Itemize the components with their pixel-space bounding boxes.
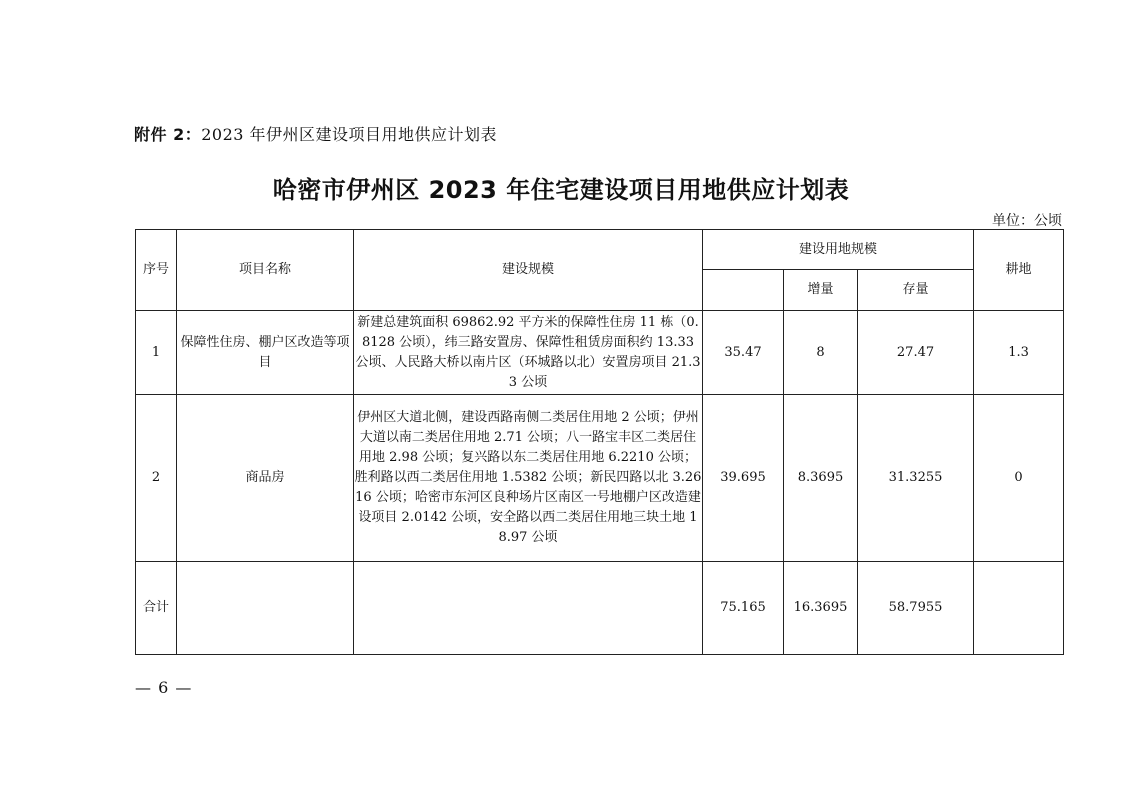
header-land-scale: 建设用地规模 [703, 230, 974, 270]
cell-farmland: 0 [974, 395, 1064, 562]
table-row [136, 395, 1064, 562]
header-increase: 增量 [784, 270, 858, 311]
cell-farmland: 1.3 [974, 311, 1064, 395]
cell-seq: 1 [136, 311, 177, 395]
cell-project-name: 保障性住房、棚户区改造等项目 [177, 311, 354, 395]
cell-increase: 16.3695 [784, 562, 858, 655]
cell-construction-scale [354, 562, 703, 655]
header-stock: 存量 [858, 270, 974, 311]
cell-project-name [177, 562, 354, 655]
attachment-lead: 附件 2： [134, 125, 202, 144]
page-number: — 6 — [135, 678, 193, 697]
cell-construction-scale: 伊州区大道北侧，建设西路南侧二类居住用地 2 公顷；伊州大道以南二类居住用地 2.71 公顷；八一路宝丰区二类居住用地 2.98 公顷；复兴路以东二类居住用地 6.2210 公顷；胜利路以西二类居住用地 1.5382 公顷；新民四路以北 3.2616 公顷；哈密市东河区良种场片区南区一号地棚户区改造建设项目 2.0142 公顷，安全路以西二类居住用地三块土地 18.97 公顷 [354, 395, 703, 562]
cell-increase: 8 [784, 311, 858, 395]
attachment-text: 2023 年伊州区建设项目用地供应计划表 [201, 125, 498, 144]
total-row [136, 562, 1064, 655]
cell-project-name: 商品房 [177, 395, 354, 562]
header-construction-scale: 建设规模 [354, 230, 703, 311]
cell-farmland [974, 562, 1064, 655]
table-row [136, 311, 1064, 395]
cell-increase: 8.3695 [784, 395, 858, 562]
cell-stock: 31.3255 [858, 395, 974, 562]
header-land-total [703, 270, 784, 311]
cell-land-total: 35.47 [703, 311, 784, 395]
land-supply-table [135, 229, 1064, 655]
cell-land-total: 75.165 [703, 562, 784, 655]
header-project-name: 项目名称 [177, 230, 354, 311]
header-row [136, 230, 1064, 270]
header-farmland: 耕地 [974, 230, 1064, 311]
header-seq: 序号 [136, 230, 177, 311]
cell-stock: 58.7955 [858, 562, 974, 655]
cell-total-label: 合计 [136, 562, 177, 655]
cell-land-total: 39.695 [703, 395, 784, 562]
cell-seq: 2 [136, 395, 177, 562]
document-title: 哈密市伊州区 2023 年住宅建设项目用地供应计划表 [272, 176, 850, 204]
cell-construction-scale: 新建总建筑面积 69862.92 平方米的保障性住房 11 栋（0.8128 公顷），纬三路安置房、保障性租赁房面积约 13.33 公顷、人民路大桥以南片区（环城路以北）安置房项目 21.33 公顷 [354, 311, 703, 395]
unit-label: 单位：公顷 [992, 213, 1062, 229]
attachment-heading [134, 122, 497, 145]
cell-stock: 27.47 [858, 311, 974, 395]
